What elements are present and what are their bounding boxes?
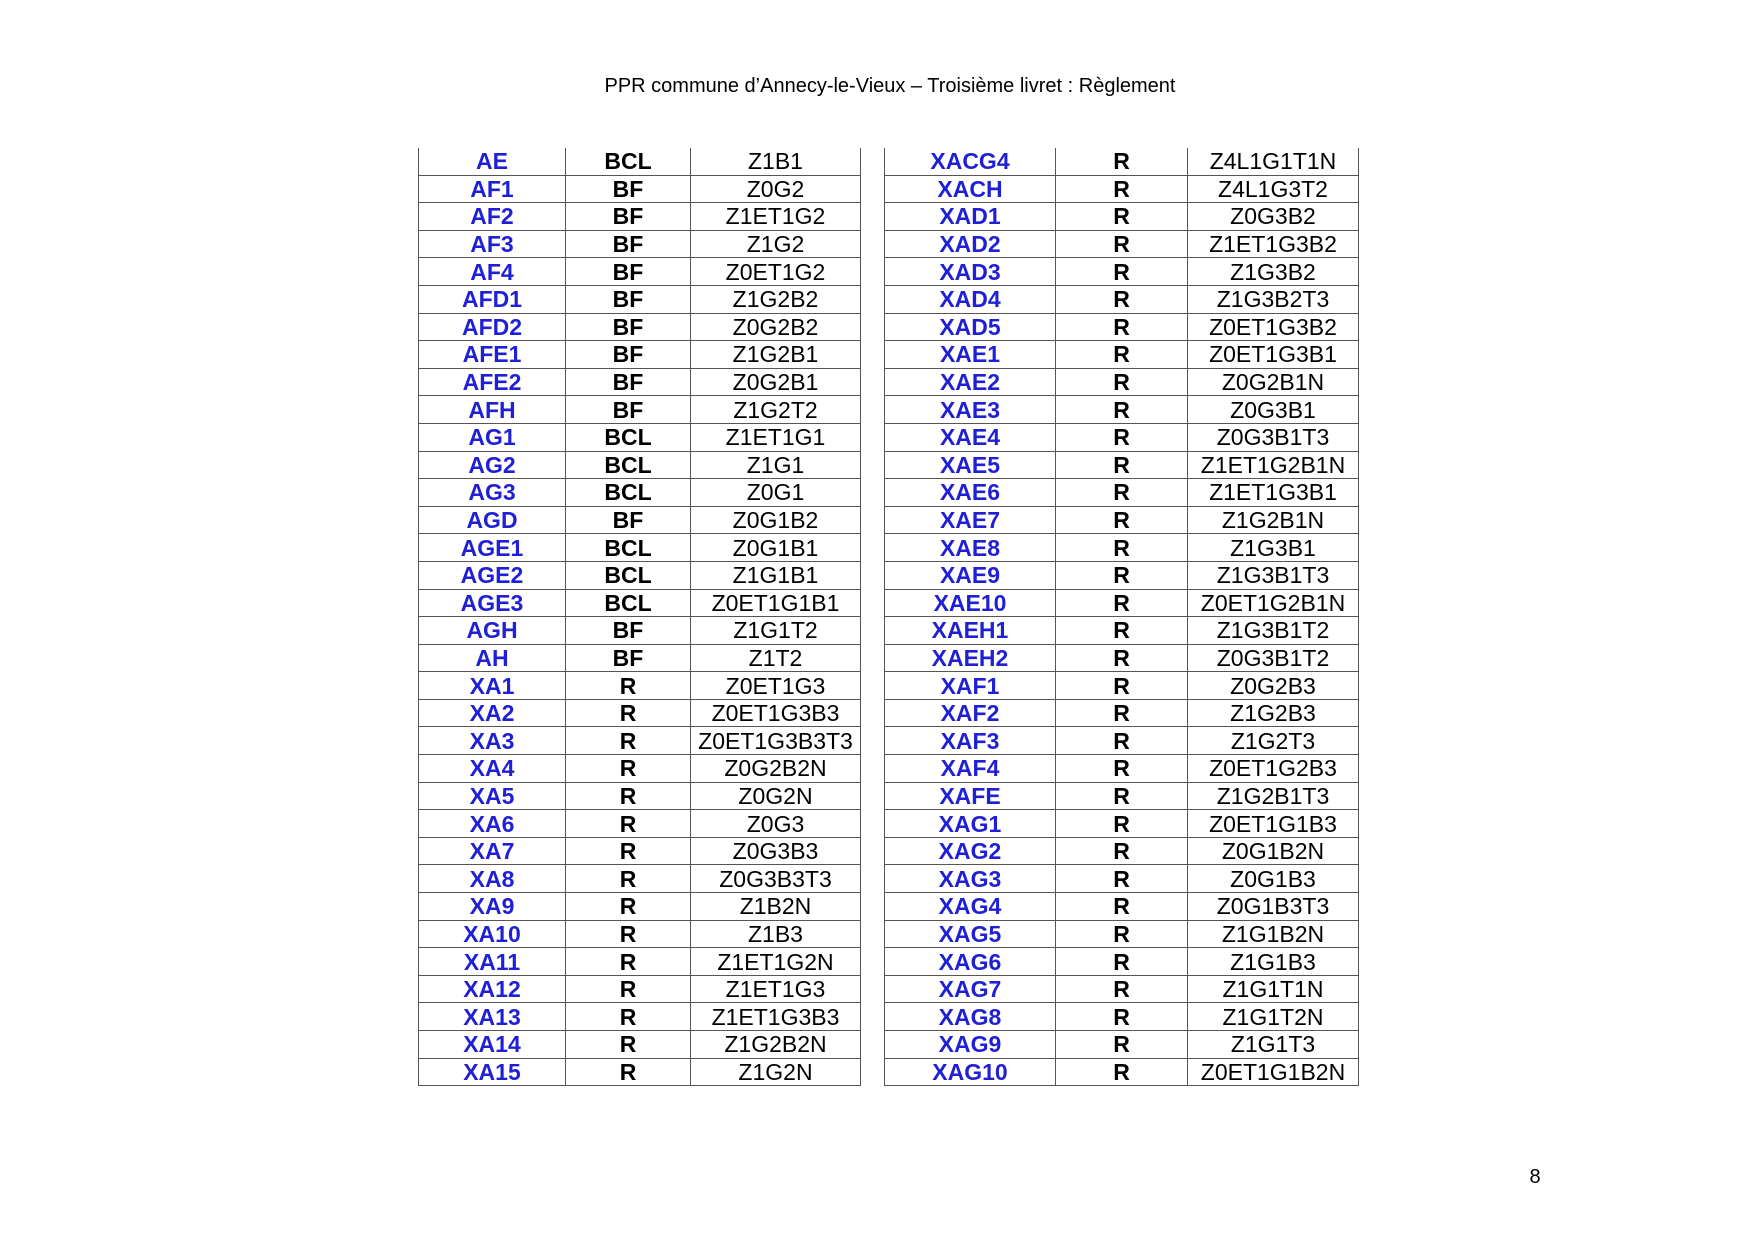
zone-reference-cell: Z0ET1G1B3 (1188, 810, 1359, 838)
zone-reference-cell: Z1ET1G3B2 (1188, 230, 1359, 258)
zone-class-cell: BF (566, 644, 691, 672)
table-row (419, 1058, 1359, 1086)
zone-reference-cell: Z0G2N (691, 782, 861, 810)
zone-reference-cell: Z1G2N (691, 1058, 861, 1086)
zone-reference-cell: Z0G1 (691, 479, 861, 507)
zone-code-cell: XA3 (419, 727, 566, 755)
column-gap (861, 810, 885, 838)
zone-code-cell: XACG4 (885, 148, 1056, 175)
zone-class-cell: R (1056, 368, 1188, 396)
zone-reference-cell: Z1G3B1T2 (1188, 617, 1359, 645)
zone-class-cell: BF (566, 617, 691, 645)
zone-reference-cell: Z1B1 (691, 148, 861, 175)
zone-class-cell: R (1056, 948, 1188, 976)
zone-code-cell: XAG2 (885, 837, 1056, 865)
zone-class-cell: BF (566, 175, 691, 203)
zone-reference-cell: Z0G1B1 (691, 534, 861, 562)
zone-class-cell: R (1056, 1058, 1188, 1086)
column-gap (861, 975, 885, 1003)
zone-class-cell: R (1056, 175, 1188, 203)
zone-code-cell: XA6 (419, 810, 566, 838)
zone-class-cell: BCL (566, 589, 691, 617)
zone-code-cell: XAEH1 (885, 617, 1056, 645)
table-row (419, 423, 1359, 451)
zone-class-cell: R (1056, 1003, 1188, 1031)
zone-class-cell: R (1056, 148, 1188, 175)
column-gap (861, 561, 885, 589)
zone-code-cell: XAG8 (885, 1003, 1056, 1031)
zone-class-cell: R (566, 810, 691, 838)
table-row (419, 672, 1359, 700)
table-row (419, 258, 1359, 286)
zone-class-cell: R (566, 699, 691, 727)
zone-class-cell: R (1056, 506, 1188, 534)
zone-class-cell: R (566, 755, 691, 783)
zone-code-cell: XA13 (419, 1003, 566, 1031)
zone-reference-cell: Z1ET1G3B3 (691, 1003, 861, 1031)
zone-reference-cell: Z1ET1G3B1 (1188, 479, 1359, 507)
zone-reference-cell: Z1G1B3 (1188, 948, 1359, 976)
zone-reference-cell: Z0G3B3 (691, 837, 861, 865)
table-row (419, 948, 1359, 976)
column-gap (861, 341, 885, 369)
zone-reference-cell: Z0G1B3T3 (1188, 893, 1359, 921)
zone-class-cell: R (1056, 837, 1188, 865)
zone-reference-cell: Z4L1G3T2 (1188, 175, 1359, 203)
zone-table-body (419, 148, 1359, 1086)
column-gap (861, 837, 885, 865)
zone-reference-cell: Z0ET1G3B3T3 (691, 727, 861, 755)
zone-class-cell: R (1056, 893, 1188, 921)
page-header: PPR commune d’Annecy-le-Vieux – Troisième livret : Règlement (604, 75, 1176, 97)
zone-class-cell: R (566, 975, 691, 1003)
zone-reference-cell: Z1G2T3 (1188, 727, 1359, 755)
zone-class-cell: R (1056, 699, 1188, 727)
zone-code-cell: XAD4 (885, 285, 1056, 313)
table-row (419, 810, 1359, 838)
zone-class-cell: R (566, 837, 691, 865)
zone-reference-cell: Z1G2 (691, 230, 861, 258)
table-row (419, 534, 1359, 562)
zone-reference-cell: Z0G3B1T2 (1188, 644, 1359, 672)
zone-code-cell: XAG5 (885, 920, 1056, 948)
table-row (419, 368, 1359, 396)
column-gap (861, 423, 885, 451)
column-gap (861, 617, 885, 645)
table-row (419, 920, 1359, 948)
zone-class-cell: BF (566, 313, 691, 341)
zone-class-cell: BCL (566, 534, 691, 562)
column-gap (861, 479, 885, 507)
zone-code-cell: XAG10 (885, 1058, 1056, 1086)
zone-class-cell: BCL (566, 479, 691, 507)
table-row (419, 865, 1359, 893)
column-gap (861, 313, 885, 341)
zone-reference-cell: Z0G1B2N (1188, 837, 1359, 865)
table-row (419, 148, 1359, 175)
zone-reference-cell: Z0ET1G3B2 (1188, 313, 1359, 341)
zone-class-cell: R (1056, 561, 1188, 589)
zone-class-cell: R (1056, 617, 1188, 645)
zone-code-cell: XA10 (419, 920, 566, 948)
zone-class-cell: BCL (566, 451, 691, 479)
column-gap (861, 865, 885, 893)
zone-class-cell: R (1056, 451, 1188, 479)
zone-class-cell: R (566, 948, 691, 976)
zone-code-cell: XAE10 (885, 589, 1056, 617)
zone-reference-cell: Z1G2B1T3 (1188, 782, 1359, 810)
zone-reference-cell: Z1G1T2 (691, 617, 861, 645)
zone-class-cell: R (1056, 313, 1188, 341)
zone-class-cell: R (1056, 285, 1188, 313)
zone-class-cell: R (566, 920, 691, 948)
column-gap (861, 175, 885, 203)
zone-reference-cell: Z1G2B2 (691, 285, 861, 313)
column-gap (861, 782, 885, 810)
column-gap (861, 1058, 885, 1086)
table-row (419, 1031, 1359, 1059)
zone-code-cell: XAD3 (885, 258, 1056, 286)
zone-reference-cell: Z0ET1G3 (691, 672, 861, 700)
table-row (419, 617, 1359, 645)
zone-reference-cell: Z1ET1G3 (691, 975, 861, 1003)
zone-reference-cell: Z0G1B3 (1188, 865, 1359, 893)
zone-code-cell: XAE2 (885, 368, 1056, 396)
table-row (419, 975, 1359, 1003)
zone-reference-cell: Z0ET1G2 (691, 258, 861, 286)
zone-class-cell: R (1056, 865, 1188, 893)
table-row (419, 589, 1359, 617)
zone-code-cell: AH (419, 644, 566, 672)
zone-reference-cell: Z1G3B2T3 (1188, 285, 1359, 313)
zone-class-cell: BF (566, 285, 691, 313)
table-row (419, 506, 1359, 534)
zone-reference-cell: Z0G3B1T3 (1188, 423, 1359, 451)
zone-class-cell: R (1056, 975, 1188, 1003)
zone-class-cell: BF (566, 258, 691, 286)
zone-code-cell: XAE8 (885, 534, 1056, 562)
zone-class-cell: R (1056, 396, 1188, 424)
zone-reference-cell: Z0G2B1 (691, 368, 861, 396)
zone-class-cell: BF (566, 341, 691, 369)
table-row (419, 893, 1359, 921)
zone-reference-cell: Z0G2B1N (1188, 368, 1359, 396)
column-gap (861, 699, 885, 727)
table-row (419, 561, 1359, 589)
zone-code-cell: AF2 (419, 203, 566, 231)
table-row (419, 396, 1359, 424)
zone-code-cell: XA14 (419, 1031, 566, 1059)
column-gap (861, 948, 885, 976)
column-gap (861, 451, 885, 479)
zone-code-cell: XAG4 (885, 893, 1056, 921)
column-gap (861, 285, 885, 313)
zone-reference-cell: Z4L1G1T1N (1188, 148, 1359, 175)
zone-code-cell: XA8 (419, 865, 566, 893)
zone-class-cell: BF (566, 368, 691, 396)
zone-code-cell: XAF4 (885, 755, 1056, 783)
zone-class-cell: R (1056, 423, 1188, 451)
zone-code-cell: XAD1 (885, 203, 1056, 231)
zone-code-cell: AG1 (419, 423, 566, 451)
zone-code-cell: AF1 (419, 175, 566, 203)
zone-class-cell: R (1056, 810, 1188, 838)
zone-class-cell: R (1056, 644, 1188, 672)
zone-class-cell: R (1056, 1031, 1188, 1059)
zone-code-cell: XAE7 (885, 506, 1056, 534)
zone-reference-cell: Z1ET1G2N (691, 948, 861, 976)
column-gap (861, 368, 885, 396)
zone-class-cell: BF (566, 230, 691, 258)
zone-class-cell: R (1056, 782, 1188, 810)
zone-code-cell: XAE1 (885, 341, 1056, 369)
zone-code-cell: AF4 (419, 258, 566, 286)
zone-code-cell: XAE6 (885, 479, 1056, 507)
zone-code-cell: XAD2 (885, 230, 1056, 258)
zone-reference-cell: Z1ET1G2B1N (1188, 451, 1359, 479)
column-gap (861, 893, 885, 921)
zone-class-cell: R (1056, 203, 1188, 231)
zone-reference-cell: Z0G3 (691, 810, 861, 838)
zone-class-cell: R (1056, 479, 1188, 507)
zone-code-cell: AFE2 (419, 368, 566, 396)
table-row (419, 230, 1359, 258)
zone-reference-cell: Z0G2B3 (1188, 672, 1359, 700)
column-gap (861, 534, 885, 562)
zone-reference-cell: Z1G1T3 (1188, 1031, 1359, 1059)
zone-reference-cell: Z1G2T2 (691, 396, 861, 424)
zone-code-cell: AFE1 (419, 341, 566, 369)
zone-reference-cell: Z1G1T1N (1188, 975, 1359, 1003)
zone-code-cell: AGH (419, 617, 566, 645)
zone-code-cell: XAEH2 (885, 644, 1056, 672)
zone-reference-cell: Z1B3 (691, 920, 861, 948)
zone-code-cell: XA2 (419, 699, 566, 727)
zone-reference-cell: Z1G1B1 (691, 561, 861, 589)
zone-class-cell: R (566, 1058, 691, 1086)
zone-class-cell: BCL (566, 148, 691, 175)
zone-code-cell: AFD1 (419, 285, 566, 313)
table-row (419, 699, 1359, 727)
zone-class-cell: R (566, 1031, 691, 1059)
zone-code-cell: XAG3 (885, 865, 1056, 893)
column-gap (861, 920, 885, 948)
zone-code-cell: AGE1 (419, 534, 566, 562)
column-gap (861, 396, 885, 424)
zone-class-cell: BCL (566, 561, 691, 589)
table-row (419, 782, 1359, 810)
zone-code-cell: AGE3 (419, 589, 566, 617)
zone-class-cell: R (1056, 589, 1188, 617)
zone-class-cell: R (1056, 920, 1188, 948)
zone-reference-cell: Z1B2N (691, 893, 861, 921)
zone-class-cell: R (566, 865, 691, 893)
zone-reference-cell: Z0G2B2N (691, 755, 861, 783)
zone-class-cell: R (1056, 534, 1188, 562)
zone-class-cell: R (1056, 258, 1188, 286)
zone-reference-cell: Z0G2B2 (691, 313, 861, 341)
column-gap (861, 230, 885, 258)
zone-code-cell: XAG1 (885, 810, 1056, 838)
column-gap (861, 148, 885, 175)
zone-code-cell: XAG9 (885, 1031, 1056, 1059)
table-row (419, 313, 1359, 341)
zone-reference-cell: Z1ET1G2 (691, 203, 861, 231)
zone-class-cell: BF (566, 203, 691, 231)
zone-reference-cell: Z0ET1G3B1 (1188, 341, 1359, 369)
table-row (419, 727, 1359, 755)
table-row (419, 203, 1359, 231)
zone-code-cell: XAE4 (885, 423, 1056, 451)
zone-table (418, 148, 1359, 1086)
page-number: 8 (1529, 1166, 1541, 1188)
zone-code-cell: XAG7 (885, 975, 1056, 1003)
zone-code-cell: XACH (885, 175, 1056, 203)
zone-class-cell: R (566, 1003, 691, 1031)
zone-code-cell: AGE2 (419, 561, 566, 589)
zone-class-cell: BF (566, 396, 691, 424)
table-row (419, 285, 1359, 313)
zone-code-cell: AG3 (419, 479, 566, 507)
zone-code-cell: AF3 (419, 230, 566, 258)
zone-reference-cell: Z0ET1G1B1 (691, 589, 861, 617)
zone-class-cell: R (1056, 341, 1188, 369)
table-row (419, 755, 1359, 783)
zone-code-cell: AG2 (419, 451, 566, 479)
column-gap (861, 203, 885, 231)
table-row (419, 1003, 1359, 1031)
zone-class-cell: R (566, 893, 691, 921)
zone-class-cell: R (1056, 727, 1188, 755)
column-gap (861, 1031, 885, 1059)
zone-code-cell: XAFE (885, 782, 1056, 810)
zone-code-cell: XA4 (419, 755, 566, 783)
column-gap (861, 727, 885, 755)
zone-code-cell: AFH (419, 396, 566, 424)
zone-code-cell: XAG6 (885, 948, 1056, 976)
zone-class-cell: BF (566, 506, 691, 534)
zone-reference-cell: Z0G3B3T3 (691, 865, 861, 893)
zone-reference-cell: Z0G2 (691, 175, 861, 203)
zone-code-cell: XA15 (419, 1058, 566, 1086)
zone-code-cell: AE (419, 148, 566, 175)
zone-class-cell: R (566, 782, 691, 810)
zone-class-cell: R (566, 672, 691, 700)
table-row (419, 837, 1359, 865)
zone-reference-cell: Z1G2B3 (1188, 699, 1359, 727)
zone-reference-cell: Z1G1 (691, 451, 861, 479)
zone-code-cell: XAF3 (885, 727, 1056, 755)
table-row (419, 644, 1359, 672)
zone-reference-cell: Z1G3B1T3 (1188, 561, 1359, 589)
zone-code-cell: XA5 (419, 782, 566, 810)
zone-code-cell: XAE5 (885, 451, 1056, 479)
zone-code-cell: AFD2 (419, 313, 566, 341)
zone-reference-cell: Z0G3B2 (1188, 203, 1359, 231)
zone-reference-cell: Z1ET1G1 (691, 423, 861, 451)
zone-code-cell: AGD (419, 506, 566, 534)
column-gap (861, 589, 885, 617)
zone-code-cell: XAF1 (885, 672, 1056, 700)
zone-class-cell: R (1056, 755, 1188, 783)
zone-reference-cell: Z0ET1G2B3 (1188, 755, 1359, 783)
zone-reference-cell: Z1T2 (691, 644, 861, 672)
column-gap (861, 755, 885, 783)
zone-reference-cell: Z0G1B2 (691, 506, 861, 534)
zone-reference-cell: Z0ET1G1B2N (1188, 1058, 1359, 1086)
table-row (419, 341, 1359, 369)
column-gap (861, 506, 885, 534)
zone-reference-cell: Z1G2B1N (1188, 506, 1359, 534)
zone-code-cell: XA9 (419, 893, 566, 921)
column-gap (861, 644, 885, 672)
table-row (419, 479, 1359, 507)
zone-reference-cell: Z1G3B2 (1188, 258, 1359, 286)
column-gap (861, 1003, 885, 1031)
zone-reference-cell: Z1G2B1 (691, 341, 861, 369)
zone-reference-cell: Z0ET1G2B1N (1188, 589, 1359, 617)
zone-reference-cell: Z1G1T2N (1188, 1003, 1359, 1031)
column-gap (861, 258, 885, 286)
zone-reference-cell: Z0ET1G3B3 (691, 699, 861, 727)
column-gap (861, 672, 885, 700)
zone-code-cell: XAE3 (885, 396, 1056, 424)
zone-reference-cell: Z0G3B1 (1188, 396, 1359, 424)
zone-class-cell: R (566, 727, 691, 755)
table-row (419, 175, 1359, 203)
zone-class-cell: BCL (566, 423, 691, 451)
table-row (419, 451, 1359, 479)
zone-reference-cell: Z1G3B1 (1188, 534, 1359, 562)
zone-code-cell: XAD5 (885, 313, 1056, 341)
zone-code-cell: XA11 (419, 948, 566, 976)
zone-class-cell: R (1056, 230, 1188, 258)
zone-reference-cell: Z1G2B2N (691, 1031, 861, 1059)
zone-class-cell: R (1056, 672, 1188, 700)
zone-code-cell: XAF2 (885, 699, 1056, 727)
zone-code-cell: XA7 (419, 837, 566, 865)
zone-code-cell: XA12 (419, 975, 566, 1003)
zone-reference-cell: Z1G1B2N (1188, 920, 1359, 948)
zone-code-cell: XA1 (419, 672, 566, 700)
zone-code-cell: XAE9 (885, 561, 1056, 589)
